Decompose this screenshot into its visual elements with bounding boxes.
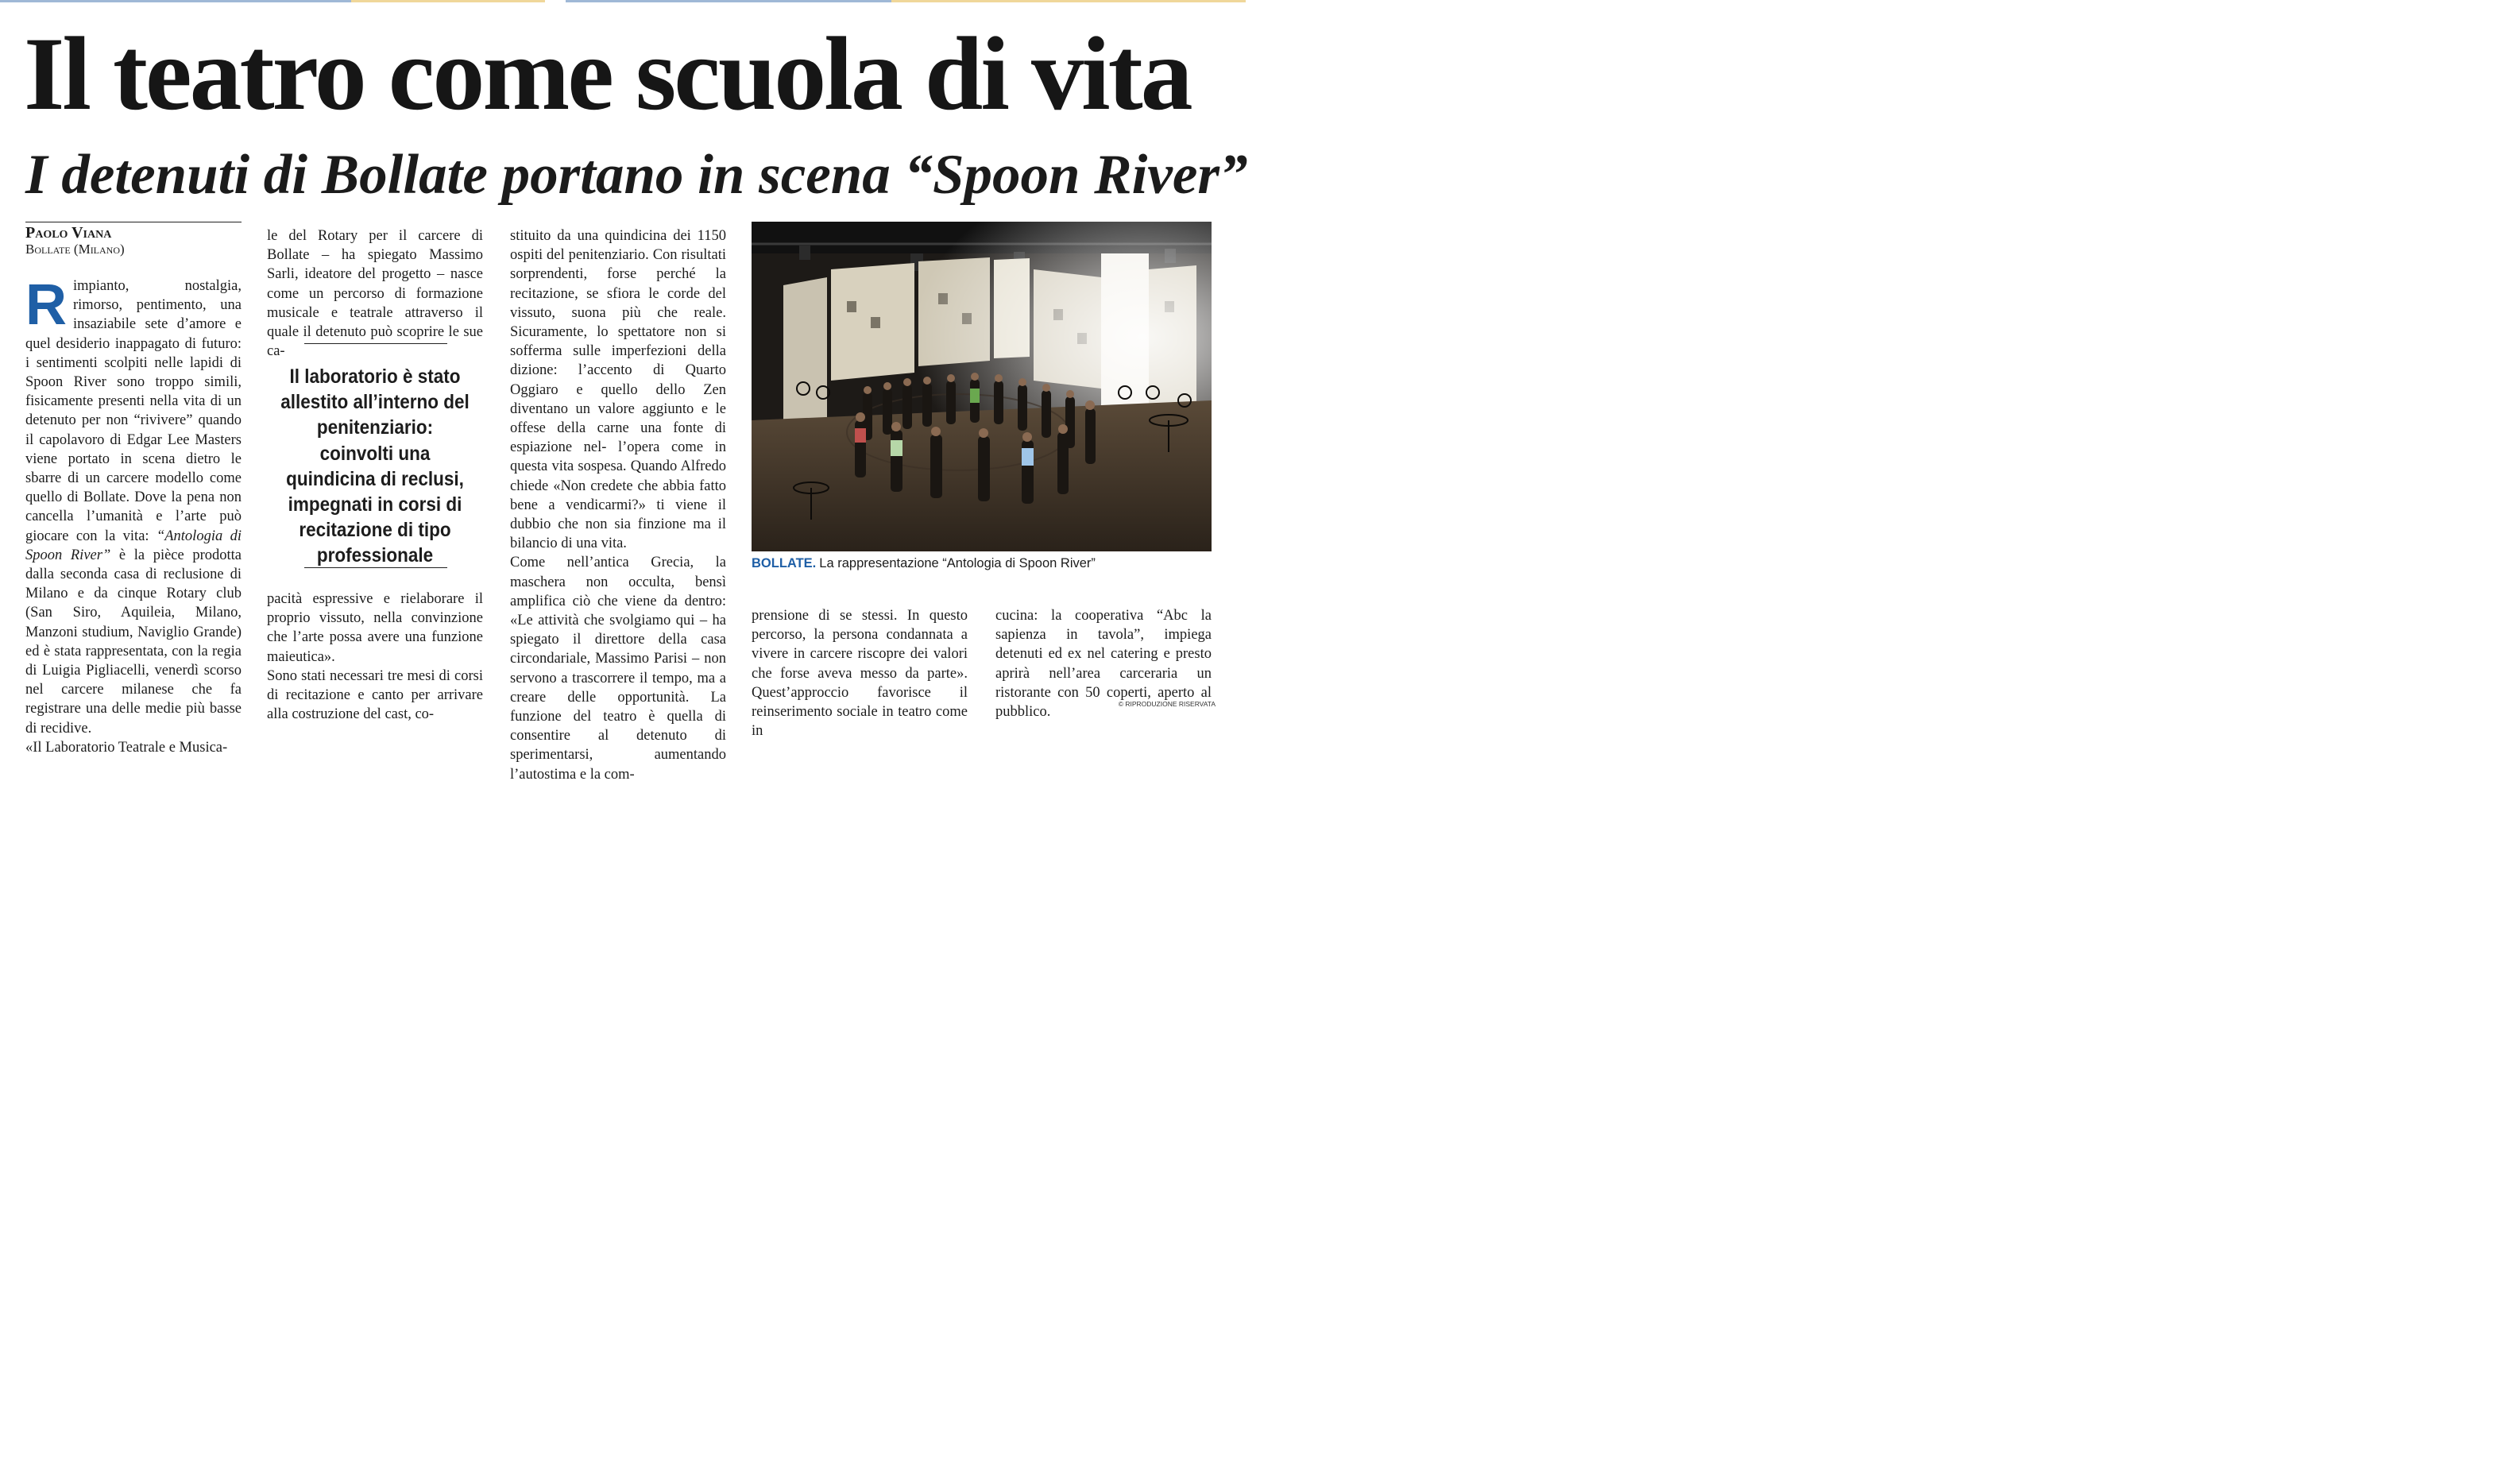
pullquote-rule-top xyxy=(304,343,447,344)
byline-dateline: Bollate (Milano) xyxy=(25,242,125,257)
top-color-bar xyxy=(891,0,1246,2)
top-color-bar xyxy=(566,0,891,2)
copyright-notice: © RIPRODUZIONE RISERVATA xyxy=(1118,700,1216,708)
top-color-bar xyxy=(351,0,545,2)
subheadline: I detenuti di Bollate portano in scena “Spoon River” xyxy=(25,144,1248,206)
top-color-bar xyxy=(0,0,351,2)
article-paragraph: prensione di se stessi. In questo percorso, la persona condannata a vivere in carcere riscopre dei valori che forse aveva messo da parte». Quest’approccio favorisce il reinserimento sociale in teatro come in xyxy=(752,608,968,740)
article-paragraph: cucina: la cooperativa “Abc la sapienza in tavola”, impiega detenuti ed ex nel catering e presto aprirà nell’area carceraria un ristorante con 50 coperti, aperto al pubblico. xyxy=(995,608,1212,721)
article-column-2-bottom xyxy=(267,590,483,724)
drop-cap: R xyxy=(25,273,67,337)
headline: Il teatro come scuola di vita xyxy=(24,15,1191,132)
pullquote-rule-bottom xyxy=(304,567,447,568)
article-column-1 xyxy=(25,273,242,757)
article-paragraph: Sono stati necessari tre mesi di corsi di recitazione e canto per arrivare alla costruzione del cast, co- xyxy=(267,667,483,723)
pull-quote: Il laboratorio è stato allestito all’interno del penitenziario: coinvolti una quindicina di reclusi, impegnati in corsi di recitazione di tipo professionale xyxy=(280,365,470,567)
article-column-3 xyxy=(510,226,726,784)
article-text: è la pièce prodotta dalla seconda casa di reclusione di Milano e da cinque Rotary club (San Siro, Aquileia, Milano, Manzoni studium, Naviglio Grande) ed è stata rappresentata, con la regia di Luigia Pigliacelli, venerdì scorso nel carcere milanese che fa registrare una delle medie più basse di recidive. xyxy=(25,547,242,737)
article-paragraph: pacità espressive e rielaborare il proprio vissuto, nella convinzione che l’arte possa avere una funzione maieutica». xyxy=(267,591,483,665)
article-paragraph: le del Rotary per il carcere di Bollate – ha spiegato Massimo Sarli, ideatore del progetto – nasce come un percorso di formazione musicale e teatrale attraverso il quale il detenuto può scoprire le sue ca- xyxy=(267,228,483,360)
byline-author: Paolo Viana xyxy=(25,224,112,242)
caption-label: BOLLATE. xyxy=(752,556,817,570)
article-text: impianto, nostalgia, rimorso, pentimento, una insaziabile sete d’amore e quel desiderio inappagato di futuro: i sentimenti scolpiti nelle lapidi di Spoon River sono troppo simili, fisicamente presenti nella vita di un detenuto per non “rivivere” quando il capolavoro di Edgar Lee Masters viene portato in scena dietro le sbarre di un carcere modello come quello di Bollate. Dove la pena non cancella l’umanità e l’arte può giocare con la vita: xyxy=(25,278,242,544)
article-paragraph: stituito da una quindicina dei 1150 ospiti del penitenziario. Con risultati sorprendenti, forse perché la recitazione, se sfiora le corde del vissuto, suona più che reale. Sicuramente, lo spettatore non si sofferma sulle imperfezioni della dizione: l’accento di Quarto Oggiaro e quello dello Zen diventano un valore aggiunto e le offese della carne una fonte di espiazione nel- l’opera come in questa vita sospesa. Quando Alfredo chiede «Non credete che abbia fatto bene a vendicarmi?» ti viene il dubbio che non sia finzione ma il bilancio di una vita. xyxy=(510,228,726,552)
caption-text: La rappresentazione “Antologia di Spoon River” xyxy=(819,556,1096,570)
work-title: “Antologia di Spoon River” xyxy=(25,528,242,563)
article-paragraph xyxy=(25,273,242,738)
photo-illustration xyxy=(752,222,1212,551)
theater-rehearsal-photo xyxy=(752,222,1212,551)
article-paragraph: «Il Laboratorio Teatrale e Musica- xyxy=(25,739,228,756)
article-paragraph: Come nell’antica Grecia, la maschera non occulta, bensì amplifica ciò che viene da dentro: «Le attività che svolgiamo qui – ha spiegato il direttore della casa circondariale, Massimo Parisi – non servono a trascorrere il tempo, ma a creare delle opportunità. La funzione del teatro è quella di consentire al detenuto di sperimentarsi, aumentando l’autostima e la com- xyxy=(510,555,726,783)
photo-caption xyxy=(752,555,1228,572)
article-column-2-top xyxy=(267,226,483,361)
article-column-4 xyxy=(752,606,968,740)
